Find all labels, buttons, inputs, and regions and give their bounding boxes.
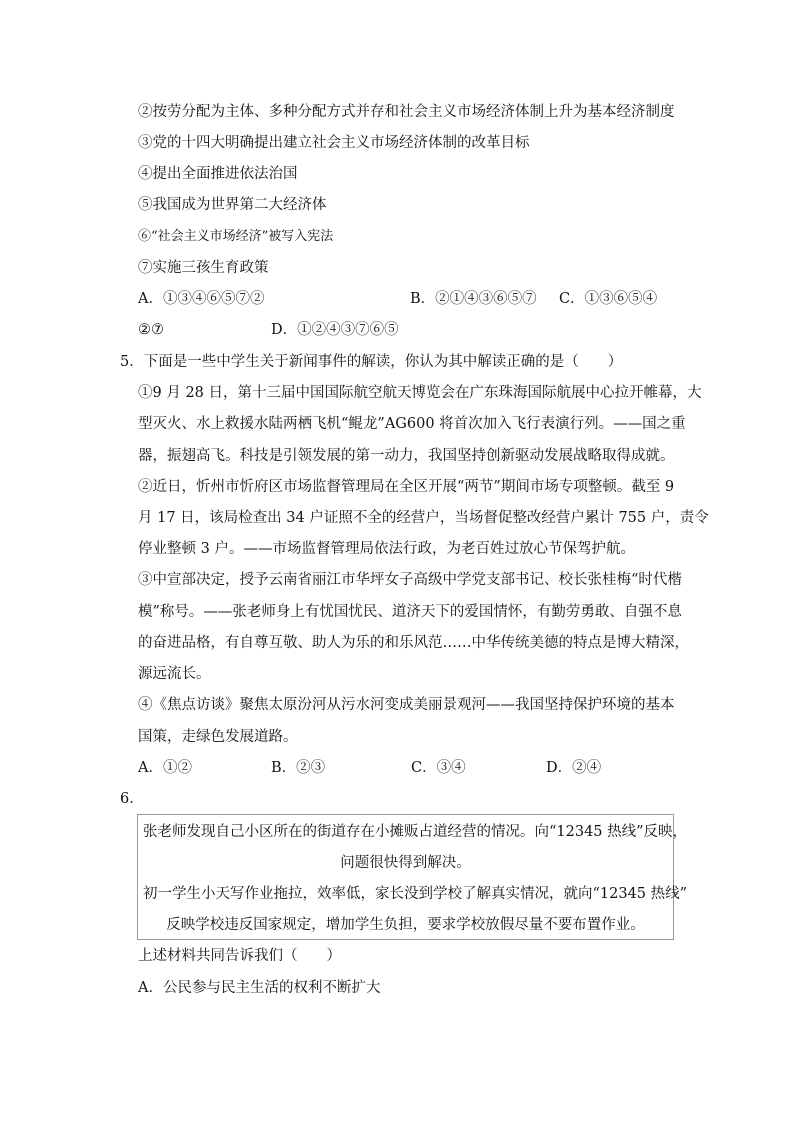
q4-option-c-cont: ②⑦ <box>138 322 164 338</box>
q5-line-4: ②近日，忻州市忻府区市场监督管理局在全区开展“两节”期间市场专项整顿。截至 9 <box>138 479 675 495</box>
q5-line-8: 模”称号。——张老师身上有忧国忧民、道济天下的爱国情怀，有勤劳勇敢、自强不息 <box>138 604 682 620</box>
q5-option-b: B．②③ <box>271 760 326 776</box>
q5-line-3: 器，振翅高飞。科技是引领发展的第一动力，我国坚持创新驱动发展战略取得成就。 <box>138 448 675 464</box>
q5-line-12: 国策，走绿色发展道路。 <box>138 729 298 745</box>
q4-option-d: D．①②④③⑦⑥⑤ <box>271 322 399 338</box>
q5-line-9: 的奋进品格，有自尊互敬、助人为乐的和乐风范……中华传统美德的特点是博大精深， <box>138 635 689 651</box>
q6-material-box <box>137 814 688 940</box>
q5-line-1: ①9 月 28 日，第十三届中国国际航空航天博览会在广东珠海国际航展中心拉开帷幕，大 <box>138 385 702 401</box>
q5-line-5: 月 17 日，该局检查出 34 户证照不全的经营户，当场督促整改经营户累计 755 户，责令 <box>138 510 709 526</box>
q6-stem: 上述材料共同告诉我们（ ） <box>138 948 341 964</box>
q5-line-10: 源远流长。 <box>138 666 211 682</box>
q4-item-6: ⑥“社会主义市场经济”被写入宪法 <box>138 229 334 244</box>
q5-option-c: C．③④ <box>411 760 466 776</box>
q6-material-line-4: 反映学校违反国家规定，增加学生负担，要求学校放假尽量不要布置作业。 <box>166 917 645 933</box>
q5-line-2: 型灭火、水上救援水陆两栖飞机“鲲龙”AG600 将首次加入飞行表演行列。——国之重 <box>138 416 686 432</box>
q4-item-4: ④提出全面推进依法治国 <box>138 166 298 182</box>
q6-material-line-3: 初一学生小天写作业拖拉，效率低，家长没到学校了解真实情况，就向“12345 热线” <box>143 886 688 902</box>
q5-option-a: A．①② <box>138 760 192 776</box>
q4-item-2: ②按劳分配为主体、多种分配方式并存和社会主义市场经济体制上升为基本经济制度 <box>138 104 675 120</box>
q4-option-b: B．②①④③⑥⑤⑦ <box>410 291 537 307</box>
q4-option-a: A．①③④⑥⑤⑦② <box>138 291 265 307</box>
q5-line-6: 停业整顿 3 户。——市场监督管理局依法行政，为老百姓过放心节保驾护航。 <box>138 541 635 557</box>
q4-item-7: ⑦实施三孩生育政策 <box>138 260 269 276</box>
q5-line-11: ④《焦点访谈》聚焦太原汾河从污水河变成美丽景观河——我国坚持保护环境的基本 <box>138 697 675 713</box>
q5-option-d: D．②④ <box>546 760 602 776</box>
q6-number: 6． <box>120 791 144 807</box>
q4-item-5: ⑤我国成为世界第二大经济体 <box>138 197 327 213</box>
q6-material-line-2: 问题很快得到解决。 <box>340 855 471 871</box>
q4-item-3: ③党的十四大明确提出建立社会主义市场经济体制的改革目标 <box>138 135 530 151</box>
q5-line-7: ③中宣部决定，授予云南省丽江市华坪女子高级中学党支部书记、校长张桂梅“时代楷 <box>138 572 682 588</box>
q6-option-a: A．公民参与民主生活的权利不断扩大 <box>138 980 381 996</box>
q5-stem: 5．下面是一些中学生关于新闻事件的解读，你认为其中解读正确的是（ ） <box>120 354 623 370</box>
q6-material-line-1: 张老师发现自己小区所在的街道存在小摊贩占道经营的情况。向“12345 热线”反映， <box>143 824 688 840</box>
q4-option-c: C．①③⑥⑤④ <box>559 291 658 307</box>
